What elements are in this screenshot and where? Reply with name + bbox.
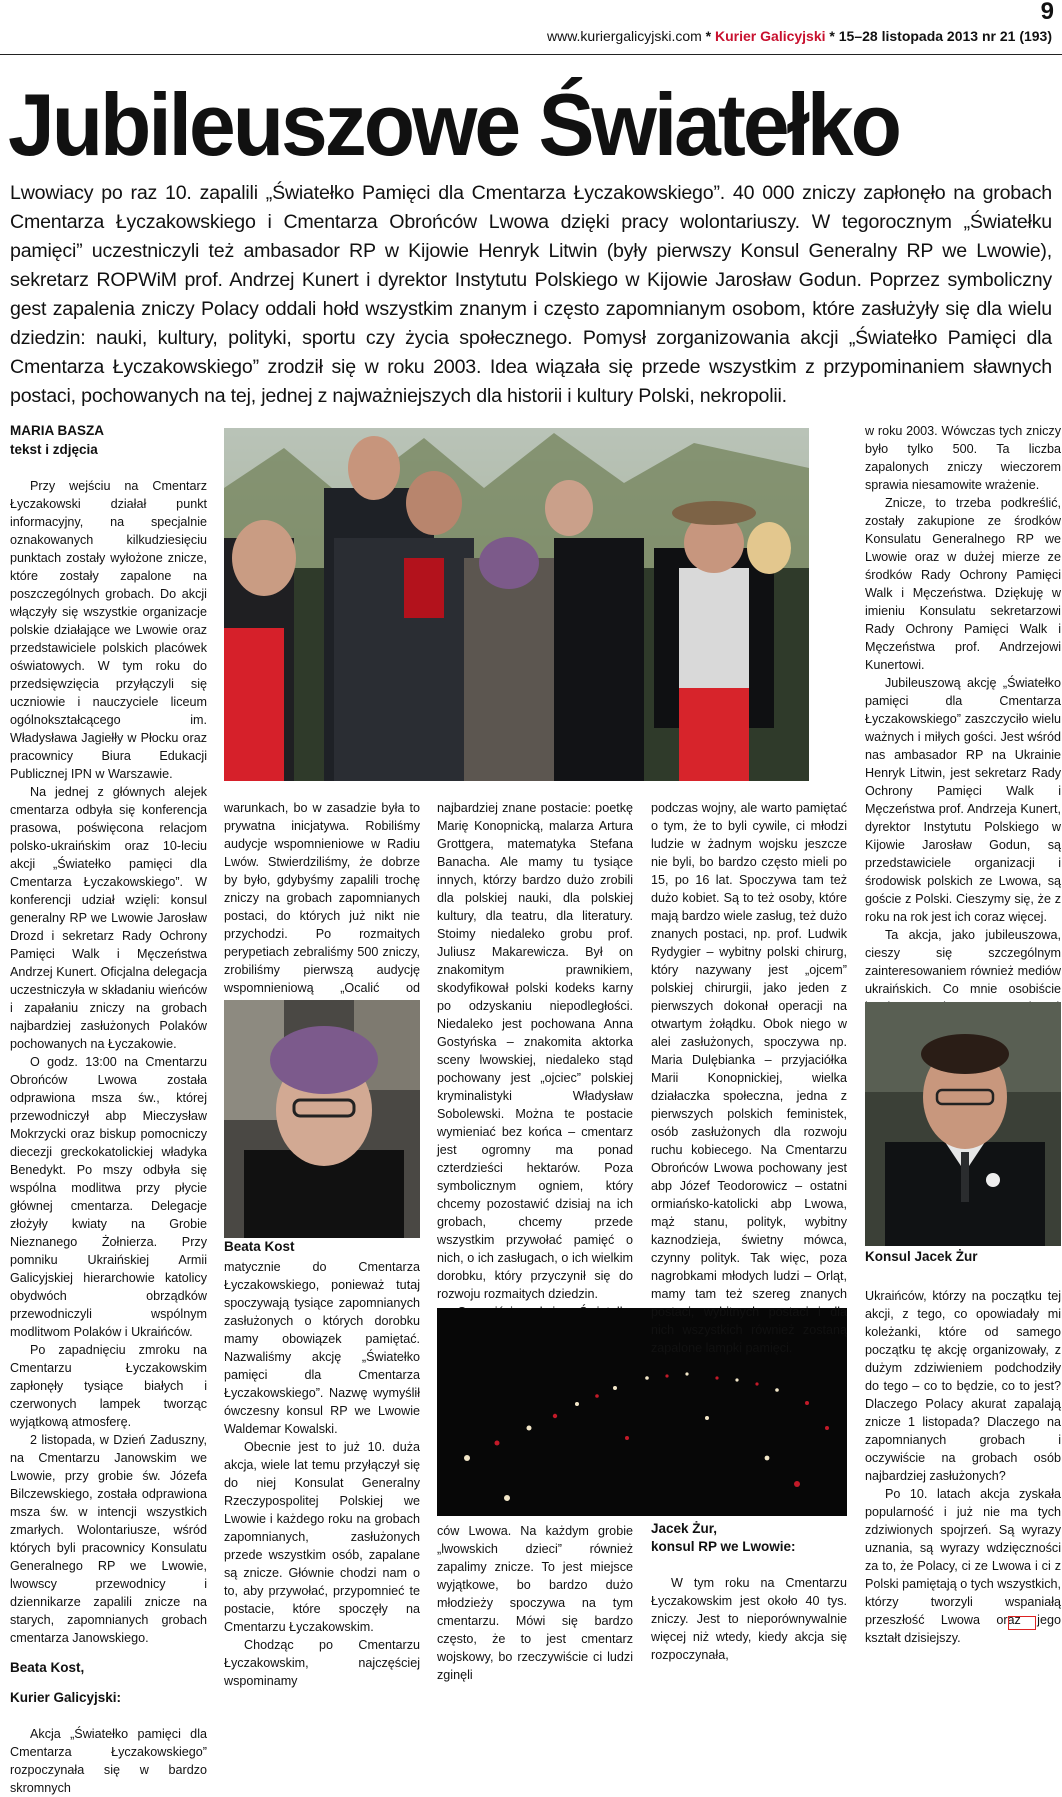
- brand-name: Kurier Galicyjski: [715, 28, 826, 44]
- header-rule: [0, 54, 1062, 55]
- column-4-top: [651, 799, 847, 1357]
- paragraph: Chodząc po Cmentarzu Łyczakowskim, najczęściej wspominamy: [224, 1638, 420, 1688]
- portrait-illustration: [224, 1000, 420, 1238]
- paragraph: Po zapadnięciu zmroku na Cmentarzu Łyczakowskim zapłonęły tysiące białych i czerwonych lampek tworząc wyjątkową atmosferę.: [10, 1343, 207, 1429]
- masthead-info: [547, 28, 1052, 44]
- column-3-bottom: [437, 1522, 633, 1684]
- interview-speaker: Jacek Żur,: [651, 1521, 718, 1536]
- separator: *: [701, 28, 716, 44]
- paragraph: W tym roku na Cmentarzu Łyczakowskim jest około 40 tys. zniczy. Jest to nieporównywalnie więcej niż wtedy, kiedy akcja się rozpoczynała,: [651, 1576, 847, 1662]
- interview-speaker: Beata Kost,: [10, 1660, 85, 1675]
- page-header: [0, 0, 1062, 56]
- column-1: [10, 421, 207, 1797]
- article-headline: Jubileuszowe Światełko: [8, 74, 899, 174]
- group-photo-illustration: [224, 428, 809, 781]
- page-number: 9: [1040, 0, 1054, 25]
- paragraph: najbardziej znane postacie: poetkę Marię Konopnicką, malarza Artura Grottgera, matematyka Stefana Banacha. Ale mamy tu tysiące innych, którzy bardzo dużo zrobili dla polskiej nauki, dla polskiej kultury, dla teatru, dla literatury. Stoimy niedaleko grobu prof. Juliusz Makarewicza. Był on znakomitym prawnikiem, skodyfikował polski kodeks karny po odzyskaniu niepodległości. Niedaleko jest pochowana Anna Gostyńska – znakomita aktorka sceny lwowskiej, niedaleko stąd pochowany jest „ojciec” polskiej kryminalistyki Władysław Sobolewski. Można te postacie wymieniać bez końca – cmentarz jest ogromny ma ponad czterdzieści hektarów. Poza symbolicznym ogniem, który chcemy pozostawić dzisiaj na ich grobach, chcemy przede wszystkim przywołać pamięć o nich, o ich zasługach, o ich wielkim dorobku, który przyczynił się do rozwoju rozmaitych dziedzin.: [437, 801, 633, 1301]
- separator: *: [825, 28, 839, 44]
- photo-caption: Beata Kost: [224, 1239, 295, 1254]
- group-photo: [224, 428, 809, 781]
- column-3-top: [437, 799, 633, 1375]
- jacek-zur-photo: [865, 1002, 1061, 1246]
- paragraph: 2 listopada, w Dzień Zaduszny, na Cmentarzu Janowskim we Lwowie, przy grobie św. Józefa Bilczewskiego, została odprawiona msza św. w intencji wszystkich zmarłych. Wolontariusze, wśród których byli pracownicy Konsulatu Generalnego RP we Lwowie, lwowscy przewodnicy i dziennikarze zapalili znicze na starych, zapomnianych grobach cmentarza Janowskiego.: [10, 1433, 207, 1645]
- paragraph: Po 10. latach akcja zyskała popularność i już nie ma tych zdziwionych spojrzeń. Są wyrazy uznania, są wyrazy wdzięczności za to, że Polacy, ci ze Lwowa i ci z Polski pamiętają o tych wszystkich, którzy tworzyli wspaniałą przeszłość Lwowa oraz jego kształt dzisiejszy.: [865, 1487, 1061, 1645]
- paragraph: O godz. 13:00 na Cmentarzu Obrońców Lwowa została odprawiona msza św., której przewodniczył abp Mieczysław Mokrzycki oraz biskup pomocniczy diecezji greckokatolickiej władyka Benedykt. Po mszy odbyła się wspólna modlitwa przy płycie głównej cmentarza. Delegacje złożyły kwiaty na Grobie Nieznanego Żołnierza. Przy pomniku Ukraińskiej Armii Galicyjskiej hierarchowie katolicy obydwóch obrządków przewodniczyli wspólnym modlitwom Polaków i Ukraińców.: [10, 1055, 207, 1339]
- photo-caption: Konsul Jacek Żur: [865, 1249, 978, 1264]
- paragraph: matycznie do Cmentarza Łyczakowskiego, ponieważ tutaj spoczywają tysiące zapomnianych zasłużonych o których dorobku mamy obowiązek pamiętać. Nazwaliśmy akcję „Światełko pamięci dla Cmentarza Łyczakowskiego”. Nazwę wymyślił ówczesny konsul RP we Lwowie Waldemar Kowalski.: [224, 1260, 420, 1436]
- paragraph: w roku 2003. Wówczas tych zniczy było tylko 500. Ta liczba zapalonych zniczy wieczorem sprawia niesamowite wrażenie.: [865, 424, 1061, 492]
- column-4-bottom: [651, 1520, 847, 1664]
- website-link[interactable]: www.kuriergalicyjski.com: [546, 28, 702, 44]
- paragraph: Na jednej z głównych alejek cmentarza odbyła się konferencja prasowa, poświęcona relacjom polsko-ukraińskim oraz 10-leciu akcji „Światełko pamięci dla Cmentarza Łyczakowskiego”. W konferencji udział wzięli: konsul generalny RP we Lwowie Jarosław Drozd i sekretarz Rady Ochrony Pamięci Walk i Męczeństwa Andrzej Kunert. Oficjalna delegacja uczestniczyła w składaniu wieńców i zapałaniu zniczy na grobach najbardziej zasłużonych Polaków pochowanych na Łyczakowie.: [10, 785, 207, 1051]
- paragraph: podczas wojny, ale warto pamiętać o tym, że to byli cywile, ci młodzi ludzie w żadnym wojsku jeszcze nie byli, bo bardzo często mieli po 15, po 16 lat. Spoczywa tam też dużo kobiet. Są to też osoby, które mają bardzo wiele zasług, też dużo znanych postaci, np. prof. Ludwik Rydygier – wybitny polski chirurg, który nazywany jest „ojcem” polskiej chirurgii, jako jeden z pierwszych dokonał operacji na otwartym żołądku. Obok niego w alei zasłużonych, spoczywa np. Maria Dulębianka – przyjaciółka Marii Konopnickiej, wielka działaczka społeczna, jedna z pierwszych polskich feministek, osób zasłużonych dla rozwoju ruchu kobiecego. Na Cmentarzu Obrońców Lwowa pochowany jest abp Józef Teodorowicz – ostatni ormiańsko-katolicki abp Lwowa, mąż stanu, polityk, wybitny kaznodzieja, świetny mówca, czynny polityk. Tak więc, poza nagrobkami młodych ludzi – Orląt, mamy tam też szereg znanych postaci, wybitnych postaci i dla nich wszystkich również zostaną zapalone lampki pamięci.: [651, 801, 848, 1355]
- article-lead: Lwowiacy po raz 10. zapalili „Światełko Pamięci dla Cmentarza Łyczakowskiego”. 40 000 zniczy zapłonęło na grobach Cmentarza Łyczakowskiego i Cmentarza Obrońców Lwowa dzięki pracy wolontariuszy. W tegorocznym „Światełku pamięci” uczestniczyli też ambasador RP w Kijowie Henryk Litwin (były pierwszy Konsul Generalny RP we Lwowie), sekretarz ROPWiM prof. Andrzej Kunert i dyrektor Instytutu Polskiego w Kijowie Jarosław Godun. Poprzez symboliczny gest zapalenia zniczy Polacy oddali hołd wszystkim znanym i często zapomnianym osobom, które zasłużyły się dla wielu dziedzin: nauki, kultury, polityki, sportu czy życia społecznego. Pomysł zorganizowania akcji „Światełko Pamięci dla Cmentarza Łyczakowskiego” zrodził się w roku 2003. Idea wiązała się przede wszystkim z przypominaniem sławnych postaci, pochowanych na tej, jednej z najważniejszych dla historii i kultury Polski, nekropolii.: [10, 182, 1052, 407]
- paragraph: warunkach, bo w zasadzie była to prywatna inicjatywa. Robiliśmy audycje wspomnieniowe w Radiu Lwów. Stwierdziliśmy, że dobrze by było, gdybyśmy zapalili trochę zniczy na grobach zapomnianych postaci, do których już nikt nie przychodzi. Po rozmaitych perypetiach zebraliśmy 500 zniczy, zrobiliśmy pierwszą audycję wspomnieniową „Ocalić od: [224, 801, 420, 995]
- paragraph: Ta akcja, jako jubileuszowa, cieszy się szczególnym zainteresowaniem również mediów ukraińskich. Co mnie osobiście: [865, 928, 1061, 996]
- column-2-top: [224, 799, 420, 1033]
- column-5-top: [865, 422, 1061, 1052]
- column-2-bottom: [224, 1258, 420, 1690]
- paragraph: Obecnie jest to już 10. duża akcja, wiele lat temu przyłączył się do niej Konsulat Generalny Rzeczypospolitej Polskiej we Lwowie i każdego roku na grobach zapomnianych, zasłużonych przede wszystkim osób, zapalane są znicze. Głównie chodzi nam o to, aby przywołać, przypomnieć te postacie, które spoczęły na Cmentarzu Łyczakowskim.: [224, 1440, 420, 1634]
- end-mark: [1008, 1616, 1036, 1630]
- paragraph: Ukraińców, którzy na początku tej akcji, z tego, co opowiadały mi koleżanki, które od samego początku tę akcję organizowały, z dużym zdziwieniem podchodziły do tego – co to będzie, co to jest? Dlaczego Polacy akurat zapalają znicze 1 listopada? Dlaczego na zapomnianych grobach i oczywiście na grobach osób najbardziej zasłużonych?: [865, 1289, 1061, 1483]
- author-name: MARIA BASZA: [10, 423, 104, 438]
- beata-kost-photo: [224, 1000, 420, 1238]
- interview-speaker-outlet: Kurier Galicyjski:: [10, 1690, 122, 1705]
- issue-info: 15–28 listopada 2013 nr 21 (193): [838, 28, 1052, 44]
- paragraph: Jubileuszową akcję „Światełko pamięci dla Cmentarza Łyczakowskiego” zaszczyciło wielu ważnych i miłych gości. Jest wśród nas ambasador RP na Ukrainie Henryk Litwin, jest sekretarz Rady Ochrony Pamięci Walk i Męczeństwa prof. Andrzeja Kunert, dyrektor Instytutu Polskiego w Kijowie Jarosław Godun, są przedstawiciele organizacji i środowisk polskich ze Lwowa, są goście z Polski. Cieszymy się, że z roku na rok jest ich coraz więcej.: [865, 676, 1061, 924]
- paragraph: Znicze, to trzeba podkreślić, zostały zakupione ze środków Konsulatu Generalnego RP we Lwowie oraz w dużej mierze ze środków Rady Ochrony Pamięci Walk i Męczeństwa. Dziękuję w imieniu Konsulatu sekretarzowi Rady Ochrony Pamięci Walk i Męczeństwa prof. Andrzejowi Kunertowi.: [865, 496, 1061, 672]
- column-5-bottom: [865, 1287, 1061, 1647]
- paragraph: Akcja „Światełko pamięci dla Cmentarza Łyczakowskiego” rozpoczynała się w bardzo skromnych: [10, 1727, 207, 1795]
- paragraph: Przy wejściu na Cmentarz Łyczakowski działał punkt informacyjny, na specjalnie oznakowanych kilkudziesięciu punktach zostały wyłożone znicze, które zostały zapalone na poszczególnych grobach. Do akcji włączyły się wszystkie organizacje polskie działające we Lwowie oraz przedstawiciele polskich placówek oświatowych. W tym roku do przedsięwzięcia przyłączyli się uczniowie i nauczyciele liceum ogólnokształcącego im. Władysława Jagiełły w Płocku oraz pracownicy Biura Edukacji Publicznej IPN w Warszawie.: [10, 479, 207, 781]
- paragraph: ców Lwowa. Na każdym grobie „lwowskich dzieci” również zapalimy znicze. To jest miejsce wyjątkowe, bo bardzo dużo młodzieży spoczywa na tym cmentarzu. Mówi się bardzo często, że to jest cmentarz wojskowy, bo rzeczywiście ci ludzi zginęli: [437, 1524, 633, 1682]
- interview-speaker-role: konsul RP we Lwowie:: [651, 1539, 796, 1554]
- portrait-illustration: [865, 1002, 1061, 1246]
- author-role: tekst i zdjęcia: [10, 442, 98, 457]
